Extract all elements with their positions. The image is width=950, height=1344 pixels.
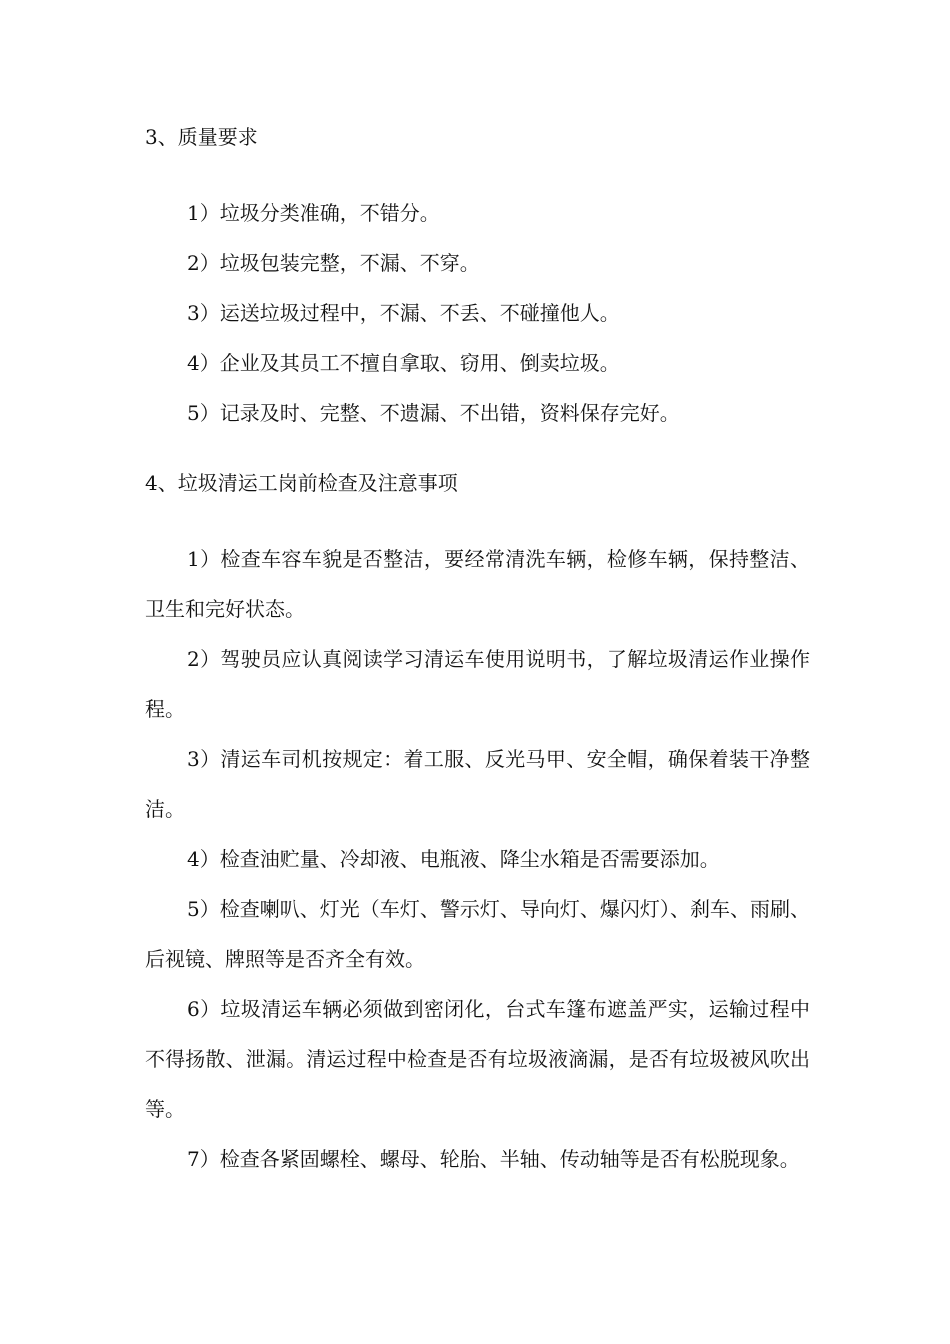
precheck-item-3: 3）清运车司机按规定：着工服、反光马甲、安全帽，确保着装干净整洁。 (145, 747, 810, 821)
section-heading-quality: 3、质量要求 (145, 125, 258, 149)
precheck-item-5: 5）检查喇叭、灯光（车灯、警示灯、导向灯、爆闪灯）、刹车、雨刷、后视镜、牌照等是否齐全有效。 (145, 897, 810, 971)
precheck-item-7: 7）检查各紧固螺栓、螺母、轮胎、半轴、传动轴等是否有松脱现象。 (187, 1147, 800, 1171)
precheck-item-6: 6）垃圾清运车辆必须做到密闭化，台式车篷布遮盖严实，运输过程中不得扬散、泄漏。清运过程中检查是否有垃圾液滴漏，是否有垃圾被风吹出等。 (145, 997, 810, 1121)
precheck-item-2: 2）驾驶员应认真阅读学习清运车使用说明书，了解垃圾清运作业操作程。 (145, 647, 810, 721)
quality-item-2: 2）垃圾包装完整，不漏、不穿。 (187, 251, 480, 275)
quality-item-5: 5）记录及时、完整、不遗漏、不出错，资料保存完好。 (187, 401, 680, 425)
quality-item-1: 1）垃圾分类准确，不错分。 (187, 201, 440, 225)
quality-item-4: 4）企业及其员工不擅自拿取、窃用、倒卖垃圾。 (187, 351, 620, 375)
precheck-item-1: 1）检查车容车貌是否整洁，要经常清洗车辆，检修车辆，保持整洁、卫生和完好状态。 (145, 547, 810, 621)
section-heading-precheck: 4、垃圾清运工岗前检查及注意事项 (145, 471, 458, 495)
document-body (145, 112, 810, 1184)
quality-item-3: 3）运送垃圾过程中，不漏、不丢、不碰撞他人。 (187, 301, 620, 325)
precheck-item-4: 4）检查油贮量、冷却液、电瓶液、降尘水箱是否需要添加。 (187, 847, 720, 871)
